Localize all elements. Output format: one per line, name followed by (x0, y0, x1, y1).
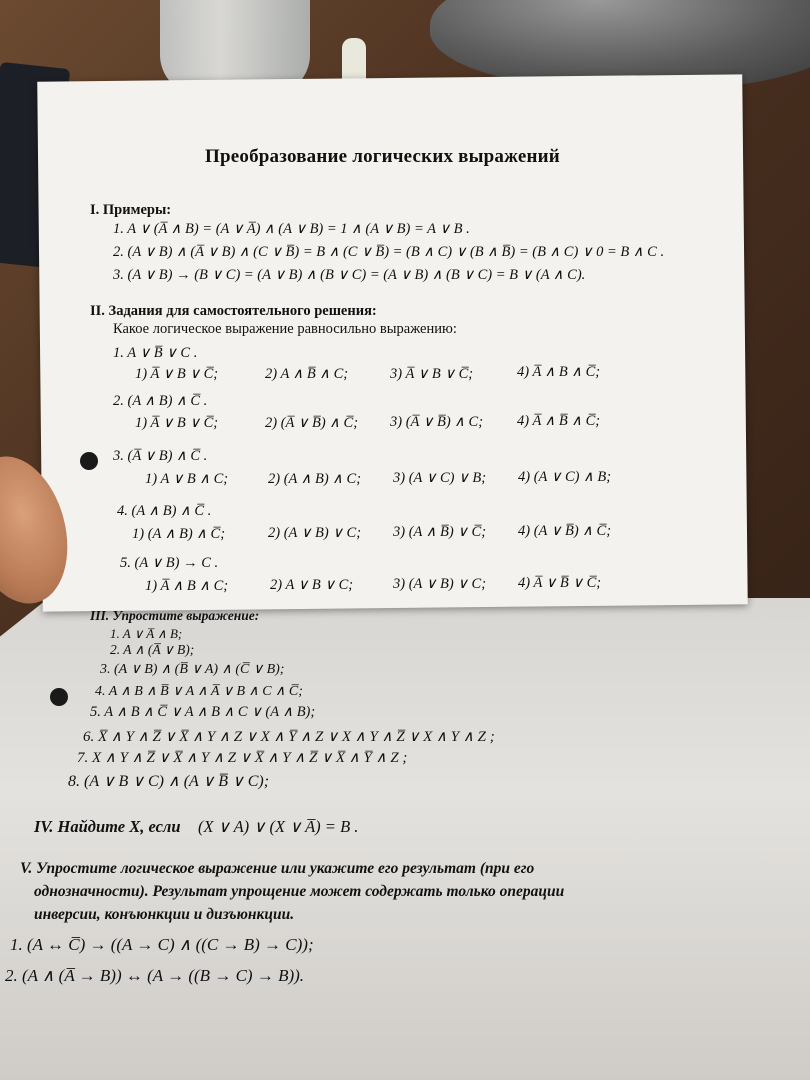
task-4-option-3: 3) (A ∧ B̅) ∨ C̅; (393, 524, 487, 540)
simplify-5: 5. A ∧ B ∧ C̅ ∨ A ∧ B ∧ C ∨ (A ∧ B); (90, 704, 316, 720)
example-3: 3. (A ∨ B) → (B ∨ C) = (A ∨ B) ∧ (B ∨ C) = (A ∨ B) ∧ (B ∨ C) = B ∨ (A ∧ C). (113, 267, 586, 283)
task-4-question: 4. (A ∧ B) ∧ C̅ . (117, 503, 212, 519)
task-4-option-2: 2) (A ∨ B) ∨ C; (268, 525, 362, 541)
task-2-option-3: 3) (A̅ ∨ B̅) ∧ C; (390, 414, 484, 430)
task-1-question: 1. A ∨ B̅ ∨ C . (113, 345, 198, 361)
worksheet-title: Преобразование логических выражений (205, 146, 560, 167)
task-3-option-3: 3) (A ∨ C) ∨ B; (393, 470, 487, 486)
simplify-4: 4. A ∧ B ∧ B̅ ∨ A ∧ A̅ ∨ B ∧ C ∧ C̅; (95, 684, 303, 699)
simplify-8: 8. (A ∨ B ∨ C) ∧ (A ∨ B̅ ∨ C); (68, 773, 270, 790)
task-1-option-3: 3) A̅ ∨ B ∨ C̅; (390, 366, 474, 382)
section-3-heading: III. Упростите выражение: (90, 608, 260, 623)
section-5-heading-line-3: инверсии, конъюнкции и дизъюнкции. (34, 906, 295, 923)
section-4-heading: IV. Найдите X, если (34, 817, 181, 836)
task-1-option-2: 2) A ∧ B̅ ∧ C; (265, 366, 349, 382)
task-2-option-2: 2) (A̅ ∨ B̅) ∧ C̅; (265, 415, 359, 431)
task-1-option-4: 4) A̅ ∧ B ∧ C̅; (517, 364, 601, 380)
task-3-question: 3. (A̅ ∨ B) ∧ C̅ . (113, 448, 208, 464)
simplify-3: 3. (A ∨ B) ∧ (B̅ ∨ A) ∧ (C̅ ∨ B); (100, 662, 285, 677)
section-2-heading: II. Задания для самостоятельного решения: (90, 303, 377, 319)
task-5-option-4: 4) A̅ ∨ B̅ ∨ C̅; (518, 575, 602, 591)
section-4-expression: (X ∨ A) ∨ (X ∨ A̅) = B . (198, 817, 359, 836)
task-5-option-2: 2) A ∨ B ∨ C; (270, 577, 354, 593)
example-1: 1. A ∨ (A̅ ∧ B) = (A ∨ A̅) ∧ (A ∨ B) = 1 ∧ (A ∨ B) = A ∨ B . (113, 221, 470, 237)
section-2-intro: Какое логическое выражение равносильно выражению: (113, 321, 457, 337)
task-5-option-3: 3) (A ∨ B) ∨ C; (393, 576, 487, 592)
task-2-option-1: 1) A̅ ∨ B ∨ C̅; (135, 415, 219, 431)
task-1-option-1: 1) A̅ ∨ B ∨ C̅; (135, 366, 219, 382)
section-5-item-2: 2. (A ∧ (A̅ → B)) ↔ (A → ((B → C) → B)). (5, 966, 305, 985)
simplify-2: 2. A ∧ (A̅ ∨ B); (110, 642, 195, 657)
section-5-item-1: 1. (A ↔ C̅) → ((A → C) ∧ ((C → B) → C)); (10, 935, 314, 954)
task-3-option-1: 1) A ∨ B ∧ C; (145, 471, 229, 487)
task-5-question: 5. (A ∨ B) → C . (120, 555, 219, 571)
task-3-option-4: 4) (A ∨ C) ∧ B; (518, 469, 612, 485)
task-5-option-1: 1) A̅ ∧ B ∧ C; (145, 578, 229, 594)
example-2: 2. (A ∨ B) ∧ (A̅ ∨ B) ∧ (C ∨ B̅) = B ∧ (C ∨ B̅) = (B ∧ C) ∨ (B ∧ B̅) = (B ∧ C) ∨ 0 = B ∧ C . (113, 244, 665, 260)
task-2-question: 2. (A ∧ B) ∧ C̅ . (113, 393, 208, 409)
simplify-1: 1. A ∨ A̅ ∧ B; (110, 626, 183, 641)
section-1-heading: I. Примеры: (90, 202, 172, 218)
section-5-heading-line-2: однозначности). Результат упрощение может содержать только операции (34, 883, 565, 900)
binder-hole-upper (80, 452, 98, 470)
task-4-option-4: 4) (A ∨ B̅) ∧ C̅; (518, 523, 612, 539)
section-5-heading-line-1: V. Упростите логическое выражение или укажите его результат (при его (20, 860, 535, 877)
task-3-option-2: 2) (A ∧ B) ∧ C; (268, 471, 362, 487)
task-4-option-1: 1) (A ∧ B) ∧ C̅; (132, 526, 226, 542)
simplify-6: 6. X̅ ∧ Y ∧ Z̅ ∨ X̅ ∧ Y ∧ Z ∨ X ∧ Y̅ ∧ Z ∨ X ∧ Y ∧ Z̅ ∨ X ∧ Y ∧ Z ; (83, 729, 495, 745)
binder-hole-lower (50, 688, 68, 706)
simplify-7: 7. X ∧ Y ∧ Z̅ ∨ X̅ ∧ Y ∧ Z ∨ X̅ ∧ Y ∧ Z̅ ∨ X̅ ∧ Y̅ ∧ Z ; (77, 750, 408, 766)
task-2-option-4: 4) A̅ ∧ B̅ ∧ C̅; (517, 413, 601, 429)
